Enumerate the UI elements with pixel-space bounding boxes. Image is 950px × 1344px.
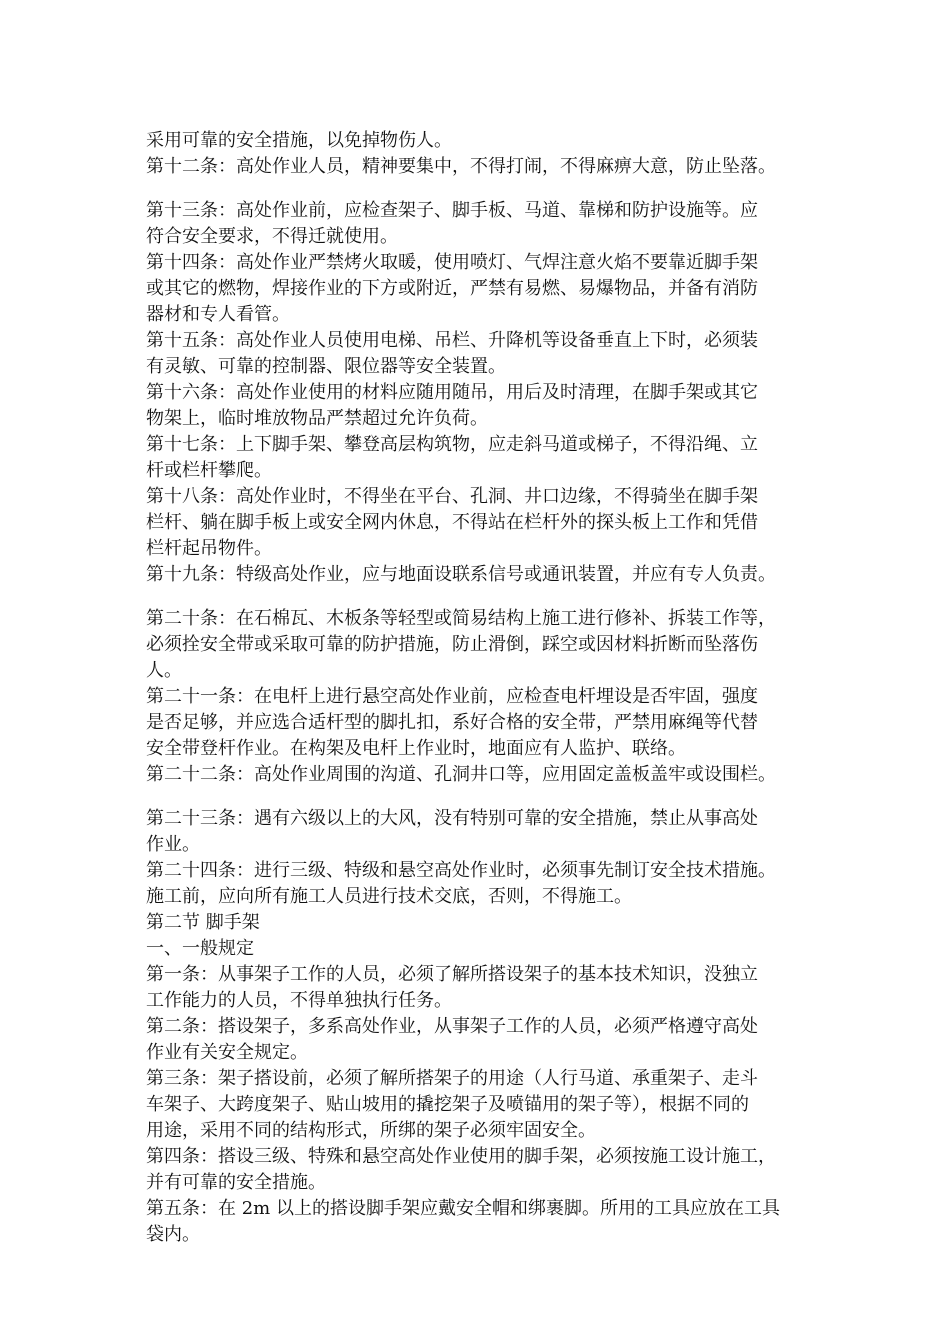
text-line: 第十四条：高处作业严禁烤火取暖，使用喷灯、气焊注意火焰不要靠近脚手架 bbox=[146, 252, 758, 273]
text-line: 作业有关安全规定。 bbox=[146, 1042, 308, 1063]
text-line: 第二十一条：在电杆上进行悬空高处作业前，应检查电杆埋设是否牢固，强度 bbox=[146, 686, 758, 707]
text-line: 用途，采用不同的结构形式，所绑的架子必须牢固安全。 bbox=[146, 1120, 596, 1141]
text-line: 杆或栏杆攀爬。 bbox=[146, 460, 272, 481]
text-line: 第二条：搭设架子，多系高处作业，从事架子工作的人员，必须严格遵守高处 bbox=[146, 1016, 758, 1037]
text-line: 施工前，应向所有施工人员进行技术交底，否则，不得施工。 bbox=[146, 886, 632, 907]
text-line: 第一条：从事架子工作的人员，必须了解所搭设架子的基本技术知识，没独立 bbox=[146, 964, 758, 985]
text-line: 第十三条：高处作业前，应检查架子、脚手板、马道、靠梯和防护设施等。应 bbox=[146, 200, 758, 221]
document-page bbox=[146, 128, 811, 1248]
text-line: 栏杆、躺在脚手板上或安全网内休息，不得站在栏杆外的探头板上工作和凭借 bbox=[146, 512, 758, 533]
text-line: 第十七条：上下脚手架、攀登高层构筑物，应走斜马道或梯子，不得沿绳、立 bbox=[146, 434, 758, 455]
text-line: 栏杆起吊物件。 bbox=[146, 538, 272, 559]
text-line: 器材和专人看管。 bbox=[146, 304, 290, 325]
text-line: 工作能力的人员，不得单独执行任务。 bbox=[146, 990, 452, 1011]
text-line: 作业。 bbox=[146, 834, 200, 855]
text-line: 第十八条：高处作业时，不得坐在平台、孔洞、井口边缘，不得骑坐在脚手架 bbox=[146, 486, 758, 507]
text-line: 安全带登杆作业。在构架及电杆上作业时，地面应有人监护、联络。 bbox=[146, 738, 686, 759]
text-line: 有灵敏、可靠的控制器、限位器等安全装置。 bbox=[146, 356, 506, 377]
text-line: 第二十二条：高处作业周围的沟道、孔洞井口等，应用固定盖板盖牢或设围栏。 bbox=[146, 764, 776, 785]
paragraph-gap bbox=[146, 180, 811, 198]
text-line: 或其它的燃物，焊接作业的下方或附近，严禁有易燃、易爆物品，并备有消防 bbox=[146, 278, 758, 299]
text-line: 第十二条：高处作业人员，精神要集中，不得打闹，不得麻痹大意，防止坠落。 bbox=[146, 156, 776, 177]
paragraph-gap bbox=[146, 588, 811, 606]
text-line: 车架子、大跨度架子、贴山坡用的撬挖架子及喷锚用的架子等），根据不同的 bbox=[146, 1094, 749, 1115]
text-line: 第二十条：在石棉瓦、木板条等轻型或简易结构上施工进行修补、拆装工作等， bbox=[146, 608, 776, 629]
text-line: 第十六条：高处作业使用的材料应随用随吊，用后及时清理，在脚手架或其它 bbox=[146, 382, 758, 403]
text-line: 并有可靠的安全措施。 bbox=[146, 1172, 326, 1193]
paragraph-gap bbox=[146, 788, 811, 806]
text-line: 物架上，临时堆放物品严禁超过允许负荷。 bbox=[146, 408, 488, 429]
text-line: 第四条：搭设三级、特殊和悬空高处作业使用的脚手架，必须按施工设计施工， bbox=[146, 1146, 776, 1167]
section-heading: 第二节 脚手架 bbox=[146, 912, 260, 933]
text-line: 符合安全要求，不得迁就使用。 bbox=[146, 226, 398, 247]
text-line: 是否足够，并应选合适杆型的脚扎扣，系好合格的安全带，严禁用麻绳等代替 bbox=[146, 712, 758, 733]
text-line: 人。 bbox=[146, 660, 182, 681]
text-line: 袋内。 bbox=[146, 1224, 200, 1245]
text-line: 采用可靠的安全措施，以免掉物伤人。 bbox=[146, 130, 452, 151]
subsection-heading: 一、一般规定 bbox=[146, 938, 254, 959]
text-line: 第十九条：特级高处作业，应与地面设联系信号或通讯装置，并应有专人负责。 bbox=[146, 564, 776, 585]
text-line: 必须拴安全带或采取可靠的防护措施，防止滑倒，踩空或因材料折断而坠落伤 bbox=[146, 634, 758, 655]
text-line: 第二十三条：遇有六级以上的大风，没有特别可靠的安全措施，禁止从事高处 bbox=[146, 808, 758, 829]
text-line: 第三条：架子搭设前，必须了解所搭架子的用途（人行马道、承重架子、走斗 bbox=[146, 1068, 758, 1089]
text-line: 第十五条：高处作业人员使用电梯、吊栏、升降机等设备垂直上下时，必须装 bbox=[146, 330, 758, 351]
text-line: 第五条：在 2m 以上的搭设脚手架应戴安全帽和绑裹脚。所用的工具应放在工具 bbox=[146, 1198, 780, 1219]
text-line: 第二十四条：进行三级、特级和悬空高处作业时，必须事先制订安全技术措施。 bbox=[146, 860, 776, 881]
